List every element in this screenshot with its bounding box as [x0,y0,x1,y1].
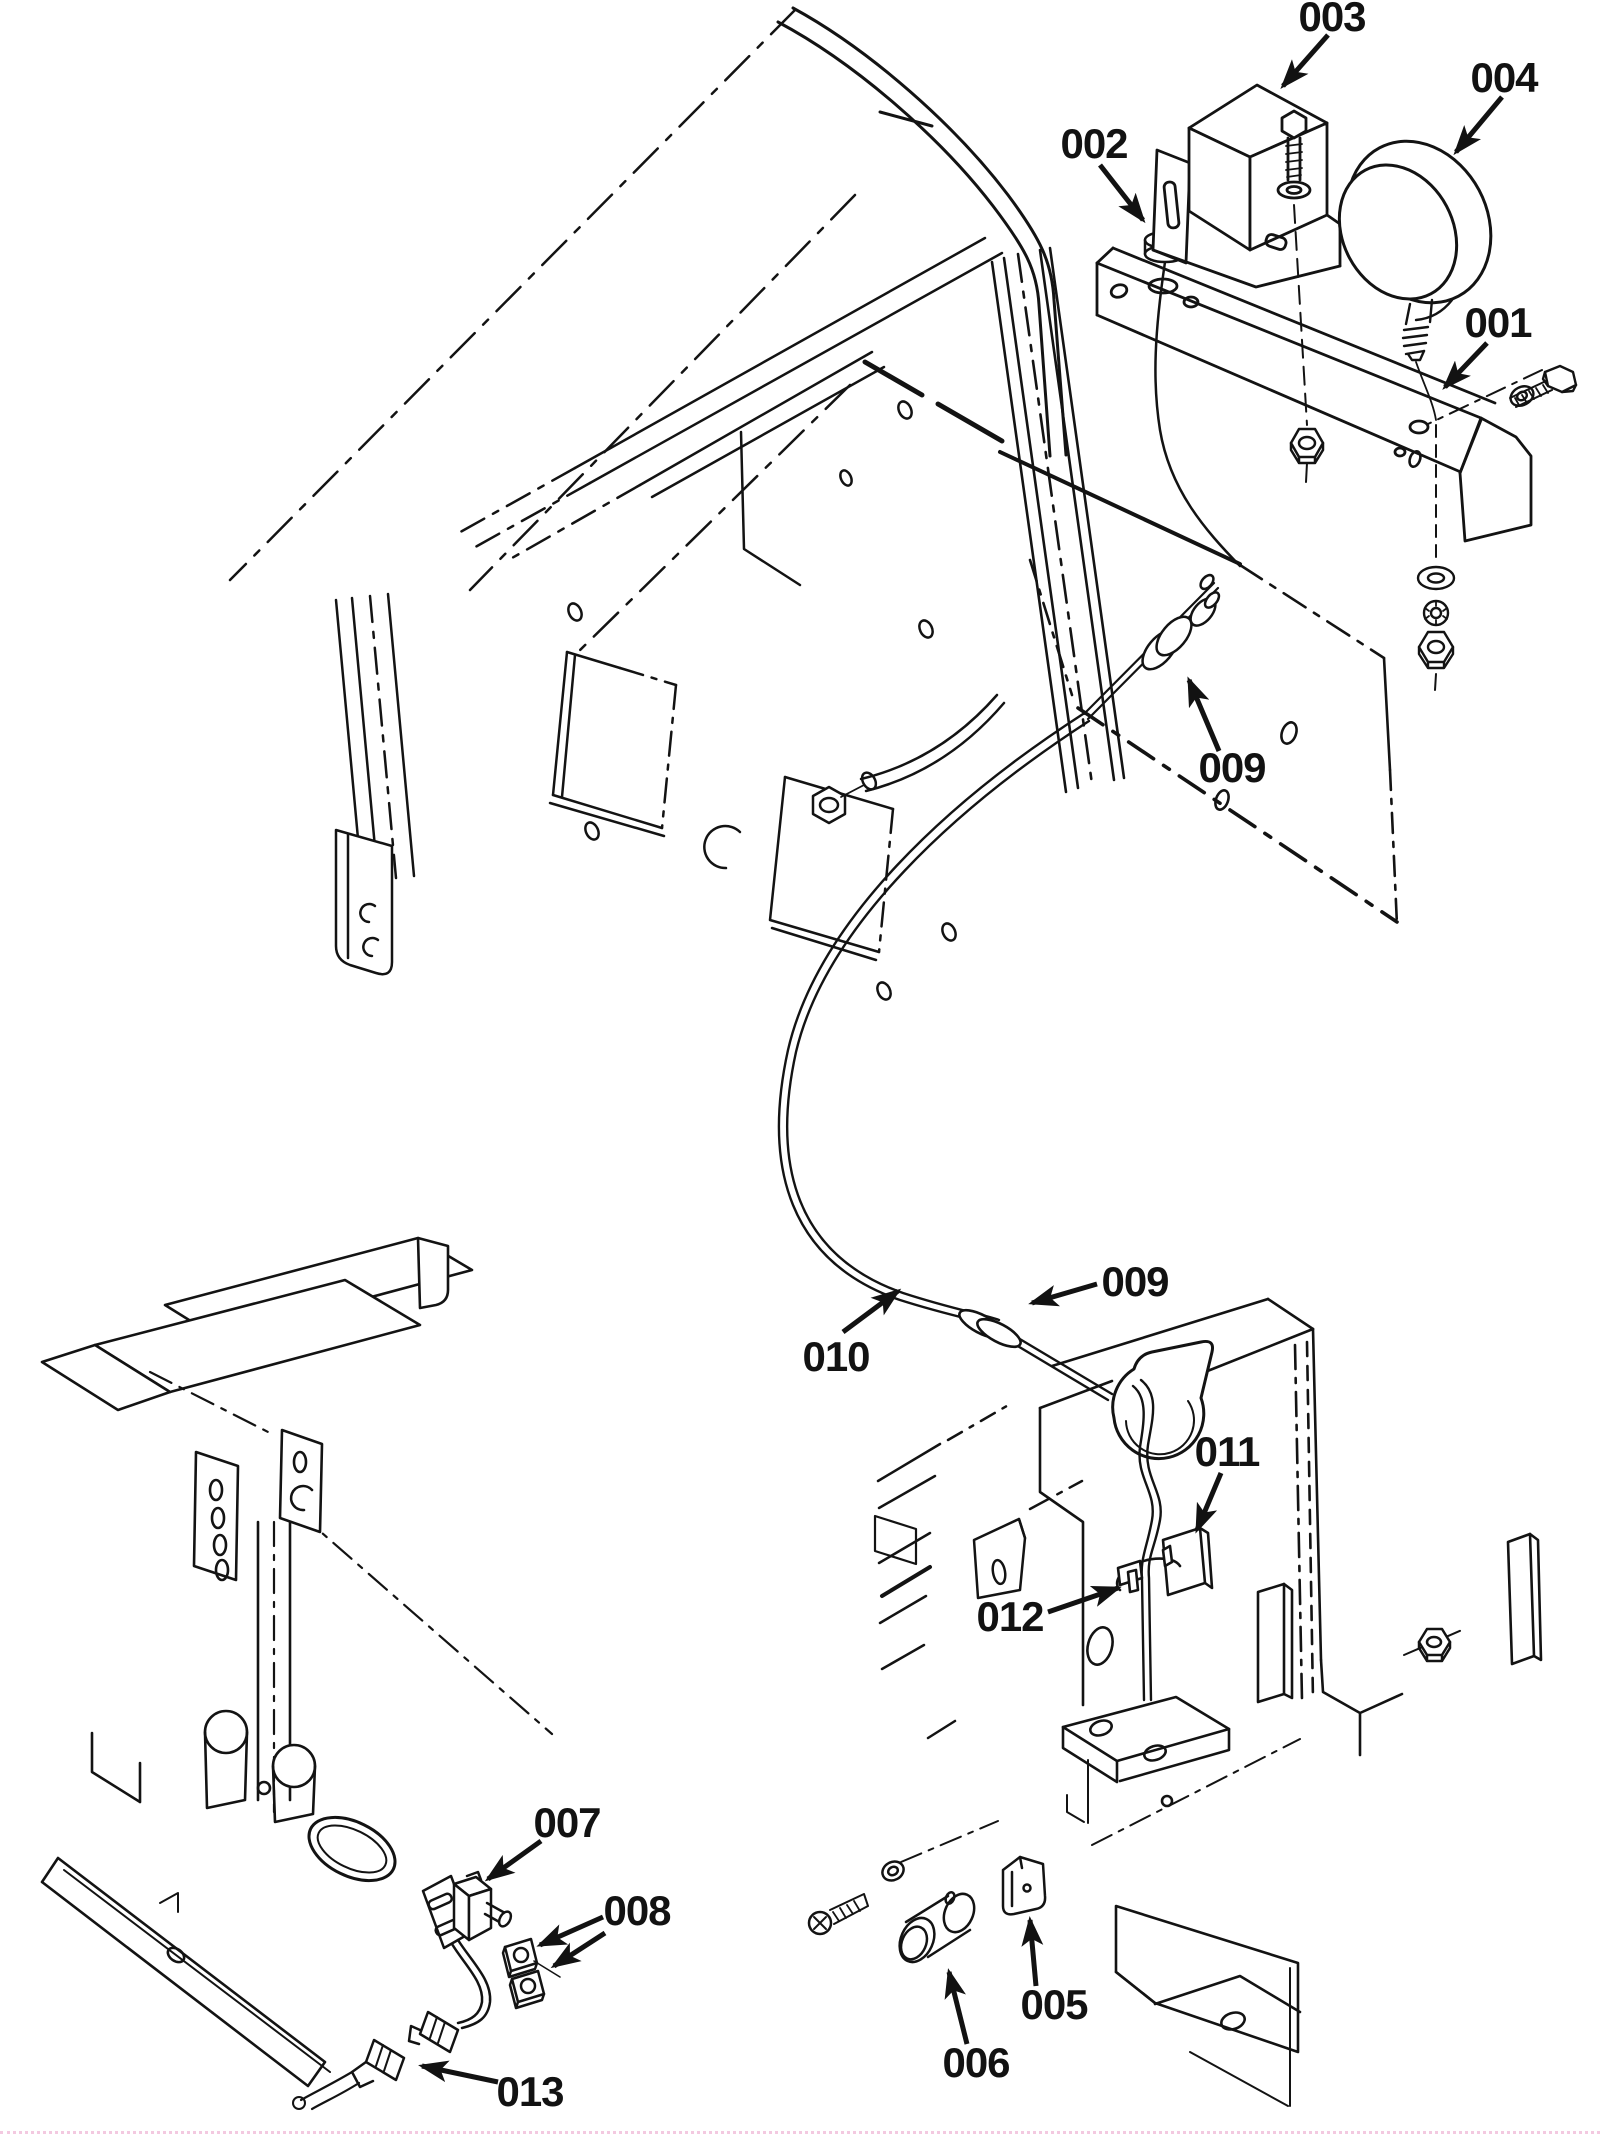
callout-013-arrow [422,2066,498,2082]
callout-005-label: 005 [1020,1981,1088,2028]
callout-011-label: 011 [1194,1428,1260,1475]
callout-013-label: 013 [496,2068,564,2115]
callout-010-label: 010 [802,1333,870,1380]
callout-001-label: 001 [1464,299,1532,346]
callout-006-label: 006 [942,2039,1010,2086]
callout-005-arrow [1030,1920,1036,1986]
callout-012-label: 012 [976,1593,1044,1640]
callout-004-label: 004 [1470,54,1538,101]
callout-002-label: 002 [1060,120,1128,167]
callout-009-upper-arrow [1189,680,1219,751]
callout-009-lower-arrow [1032,1284,1097,1303]
callout-004-arrow [1456,97,1502,152]
callout-008-label: 008 [603,1887,671,1934]
callout-006-arrow [949,1972,967,2044]
callout-003-label: 003 [1298,0,1366,40]
callout-003-arrow [1283,35,1328,86]
callout-007-label: 007 [533,1799,601,1846]
callout-012-arrow [1048,1588,1118,1612]
callout-007-arrow [488,1841,541,1879]
callout-010-arrow [843,1291,898,1332]
callout-011-arrow [1197,1473,1221,1530]
callout-001-arrow [1445,343,1487,387]
callout-009-lower-label: 009 [1101,1258,1169,1305]
page-footer-rule [0,2131,1600,2134]
callout-009-upper-label: 009 [1198,744,1266,791]
callout-002-arrow [1100,165,1143,220]
